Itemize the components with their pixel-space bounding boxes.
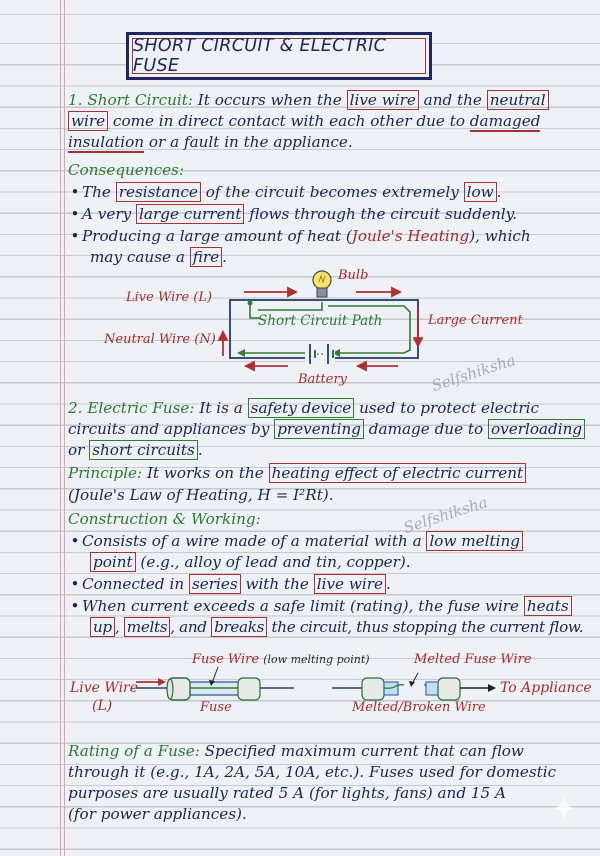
highlight-wire: wire: [68, 111, 108, 131]
bullet-icon: •: [70, 532, 80, 550]
sparkle-icon: [552, 796, 576, 820]
construction-bullet-1: • Consists of a wire made of a material with a low melting: [68, 531, 523, 552]
consequence-bullet-3: • Producing a large amount of heat (Joule's Heating), which: [68, 226, 531, 247]
construction-bullet-2: • Connected in series with the live wire .: [68, 574, 391, 595]
melted-broken-wire-label: Melted/Broken Wire: [352, 700, 486, 715]
live-wire-l-label: (L): [92, 698, 113, 714]
title-box: [126, 32, 432, 80]
bulb-icon: [313, 271, 331, 297]
large-current-label: Large Current: [428, 313, 523, 328]
section1-line2: wire come in direct contact with each other due to damaged: [68, 111, 540, 132]
section1-line3: insulation or a fault in the appliance.: [68, 133, 353, 151]
rating-line2: through it (e.g., 1A, 2A, 5A, 10A, etc.). Fuses used for domestic: [68, 763, 557, 781]
consequences-heading: Consequences:: [68, 161, 185, 179]
battery-icon: [305, 344, 335, 364]
margin-line: [64, 0, 65, 856]
highlight-neutral: neutral: [487, 90, 549, 110]
watermark: Selfshiksha: [401, 492, 490, 538]
margin-line: [60, 0, 61, 856]
section2-line2: circuits and appliances by preventing damage due to overloading: [68, 419, 585, 440]
section1-heading: 1. Short Circuit:: [68, 91, 193, 109]
bulb-label: Bulb: [338, 268, 369, 283]
page-title: SHORT CIRCUIT & ELECTRIC FUSE: [133, 36, 387, 76]
battery-label: Battery: [298, 372, 348, 387]
live-wire-label: Live Wire (L): [126, 290, 213, 305]
live-wire-fuse-label: Live Wire: [70, 680, 139, 696]
title-inner-border: [132, 38, 426, 74]
underline-damaged: damaged: [469, 112, 541, 130]
section2-heading: 2. Electric Fuse:: [68, 399, 195, 417]
principle-line2: (Joule's Law of Heating, H = I²Rt).: [68, 486, 334, 504]
watermark: Selfshiksha: [429, 350, 518, 396]
section2-line1: 2. Electric Fuse: It is a safety device used to protect electric: [68, 399, 540, 417]
underline-insulation: insulation: [68, 133, 145, 151]
to-appliance-label: To Appliance: [500, 680, 592, 696]
consequence-bullet-2: • A very large current flows through the circuit suddenly.: [68, 204, 517, 225]
bullet-icon: •: [70, 205, 80, 223]
rating-line1: Rating of a Fuse: Specified maximum current that can flow: [68, 742, 524, 760]
bullet-icon: •: [70, 183, 80, 201]
principle-heading: Principle:: [68, 464, 143, 482]
bullet-icon: •: [70, 227, 80, 245]
fuse-wire-label: Fuse Wire (low melting point): [192, 652, 370, 667]
construction-bullet-3-cont: up , melts , and breaks the circuit, thus stopping the current flow.: [68, 617, 583, 638]
rating-line4: (for power appliances).: [68, 805, 247, 823]
section1-line1: 1. Short Circuit: It occurs when the live wire and the neutral: [68, 90, 549, 111]
short-circuit-path-label: Short Circuit Path: [258, 313, 383, 329]
bullet-icon: •: [70, 597, 80, 615]
bullet-icon: •: [70, 575, 80, 593]
construction-heading: Construction & Working:: [68, 510, 261, 528]
highlight-live-wire: live wire: [347, 90, 419, 110]
construction-bullet-1-cont: point (e.g., alloy of lead and tin, copper).: [68, 552, 411, 573]
consequence-bullet-3-cont: may cause a fire .: [90, 248, 227, 266]
section2-line3: or short circuits .: [68, 441, 203, 459]
neutral-wire-label: Neutral Wire (N): [104, 332, 216, 347]
rating-line3: purposes are usually rated 5 A (for lights, fans) and 15 A: [68, 784, 506, 802]
principle-line1: Principle: It works on the heating effect of electric current: [68, 463, 526, 484]
fuse-label: Fuse: [200, 700, 232, 715]
melted-fuse-wire-label: Melted Fuse Wire: [414, 652, 532, 667]
rating-heading: Rating of a Fuse:: [68, 742, 200, 760]
construction-bullet-3: • When current exceeds a safe limit (rating), the fuse wire heats: [68, 596, 572, 617]
consequence-bullet-1: • The resistance of the circuit becomes extremely low .: [68, 182, 501, 203]
